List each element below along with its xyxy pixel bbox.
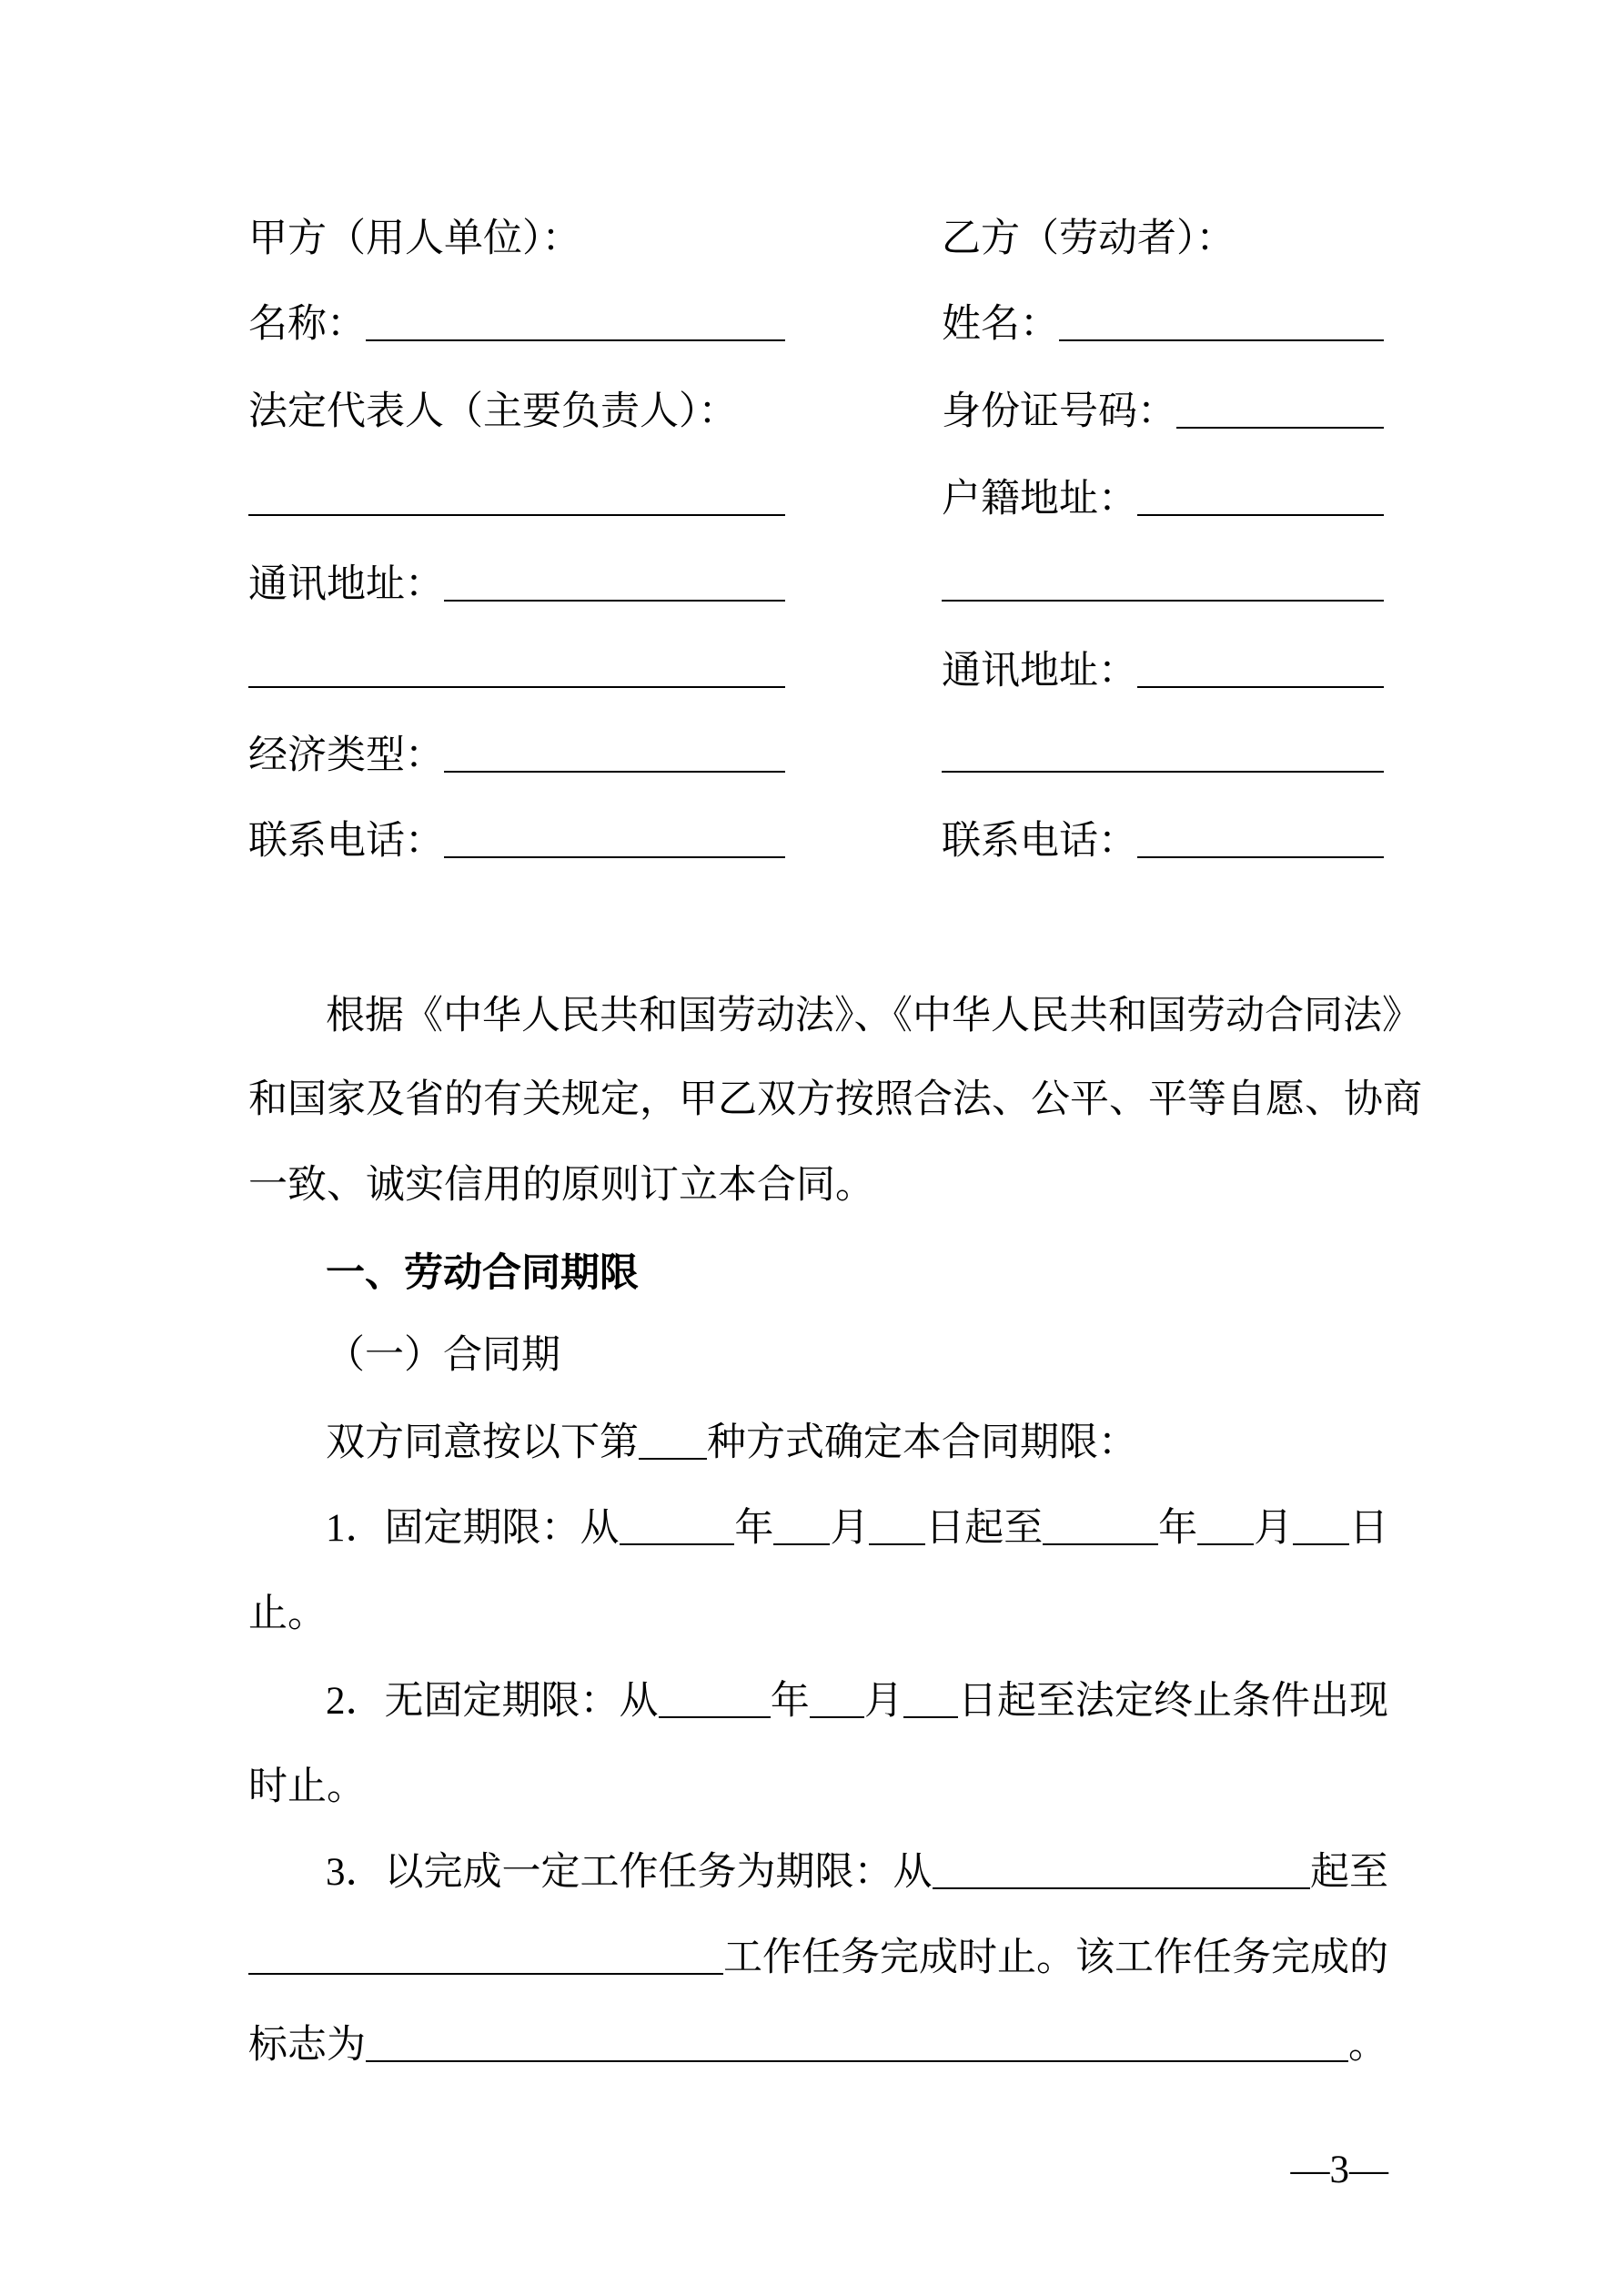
start-year-field[interactable] bbox=[659, 1676, 771, 1718]
party-b-title: 乙方（劳动者）： bbox=[942, 217, 1236, 260]
party-b-address-row bbox=[942, 644, 1384, 699]
party-b-household-row-2 bbox=[942, 558, 1384, 612]
text: 双方同意按以下第 bbox=[326, 1421, 639, 1464]
label: 身份证号码： bbox=[942, 390, 1176, 433]
option-3-line-3 bbox=[248, 2018, 1388, 2073]
subsection-heading bbox=[326, 1329, 1388, 1383]
text: 工作任务完成时止。该工作任务完成的 bbox=[723, 1937, 1388, 1979]
party-a-address-field[interactable] bbox=[444, 560, 785, 602]
party-a-rep-field-row bbox=[248, 472, 785, 527]
party-a-address-row bbox=[248, 558, 785, 612]
section-heading bbox=[326, 1246, 1388, 1300]
option-2-line-2 bbox=[248, 1760, 1388, 1815]
party-b-household-field-2[interactable] bbox=[942, 560, 1384, 602]
text: 止。 bbox=[248, 1593, 327, 1635]
party-b-name-field[interactable] bbox=[1059, 299, 1384, 341]
option-1-line-2 bbox=[248, 1587, 1388, 1642]
option-3-line-2 bbox=[248, 1931, 1388, 1986]
end-year-field[interactable] bbox=[1043, 1503, 1158, 1545]
party-a-econ-row bbox=[248, 729, 785, 784]
party-b-household-row bbox=[942, 472, 1384, 527]
party-a-rep-row bbox=[248, 385, 785, 440]
label: 通讯地址： bbox=[942, 650, 1137, 693]
preamble-line bbox=[248, 1158, 1388, 1213]
text: 标志为 bbox=[248, 2024, 366, 2067]
page-number: —3— bbox=[1290, 2149, 1388, 2191]
task-end-field[interactable] bbox=[248, 1933, 723, 1975]
text: 1．固定期限：从 bbox=[326, 1507, 620, 1550]
party-b-address-field[interactable] bbox=[1137, 646, 1384, 688]
text: 。 bbox=[1348, 2024, 1387, 2067]
text: 月 bbox=[1254, 1507, 1294, 1550]
label: 经济类型： bbox=[248, 734, 444, 777]
task-start-field[interactable] bbox=[933, 1847, 1311, 1889]
party-a-address-row-2 bbox=[248, 644, 785, 699]
party-b-phone-row bbox=[942, 814, 1384, 869]
preamble-line bbox=[248, 1073, 1422, 1128]
label: 名称： bbox=[248, 303, 366, 346]
label: 姓名： bbox=[942, 303, 1059, 346]
label: 联系电话： bbox=[942, 820, 1137, 863]
party-b-title-row bbox=[942, 212, 1384, 267]
text: 年 bbox=[770, 1680, 810, 1723]
party-a-title: 甲方（用人单位）： bbox=[248, 217, 581, 260]
option-number-field[interactable] bbox=[639, 1418, 707, 1460]
choose-line bbox=[326, 1416, 1388, 1471]
party-a-name-field[interactable] bbox=[366, 299, 785, 341]
party-b-address-row-2 bbox=[942, 729, 1384, 784]
start-day-field[interactable] bbox=[903, 1676, 958, 1718]
end-month-field[interactable] bbox=[1197, 1503, 1254, 1545]
text: 3．以完成一定工作任务为期限：从 bbox=[326, 1851, 933, 1894]
text: 日起至法定终止条件出现 bbox=[957, 1680, 1388, 1723]
option-2-line bbox=[326, 1674, 1388, 1729]
end-day-field[interactable] bbox=[1293, 1503, 1349, 1545]
label: 户籍地址： bbox=[942, 478, 1137, 521]
text: 年 bbox=[1158, 1507, 1198, 1550]
party-b-id-row bbox=[942, 385, 1384, 440]
option-3-line bbox=[326, 1846, 1388, 1900]
subsection-heading-text: （一）合同期 bbox=[326, 1334, 560, 1377]
text: 年 bbox=[734, 1507, 774, 1550]
party-b-address-field-2[interactable] bbox=[942, 731, 1384, 773]
preamble-line bbox=[326, 989, 1421, 1044]
text: 种方式确定本合同期限： bbox=[707, 1421, 1137, 1464]
text: 起至 bbox=[1310, 1851, 1388, 1894]
start-year-field[interactable] bbox=[620, 1503, 735, 1545]
label: 法定代表人（主要负责人）： bbox=[248, 390, 738, 433]
party-a-rep-field[interactable] bbox=[248, 474, 785, 516]
text: 日 bbox=[1349, 1507, 1388, 1550]
party-b-id-field[interactable] bbox=[1176, 387, 1384, 429]
preamble-text: 一致、诚实信用的原则订立本合同。 bbox=[248, 1164, 874, 1207]
option-1-line bbox=[326, 1502, 1388, 1556]
party-a-address-field-2[interactable] bbox=[248, 646, 785, 688]
label: 通讯地址： bbox=[248, 563, 444, 606]
party-a-name-row bbox=[248, 298, 785, 352]
text: 月 bbox=[830, 1507, 870, 1550]
party-a-econ-type-field[interactable] bbox=[444, 731, 785, 773]
text: 日起至 bbox=[925, 1507, 1044, 1550]
party-b-name-row bbox=[942, 298, 1384, 352]
party-a-title-row bbox=[248, 212, 785, 267]
preamble-text: 和国家及省的有关规定，甲乙双方按照合法、公平、平等自愿、协商 bbox=[248, 1078, 1422, 1121]
section-heading-text: 一、劳动合同期限 bbox=[326, 1250, 639, 1296]
text: 2．无固定期限：从 bbox=[326, 1680, 659, 1723]
text: 月 bbox=[863, 1680, 903, 1723]
party-b-phone-field[interactable] bbox=[1137, 816, 1384, 858]
start-month-field[interactable] bbox=[773, 1503, 830, 1545]
party-a-phone-row bbox=[248, 814, 785, 869]
party-a-phone-field[interactable] bbox=[444, 816, 785, 858]
party-b-household-field[interactable] bbox=[1137, 474, 1384, 516]
start-month-field[interactable] bbox=[810, 1676, 864, 1718]
preamble-text: 根据《中华人民共和国劳动法》、《中华人民共和国劳动合同法》 bbox=[326, 995, 1421, 1037]
text: 时止。 bbox=[248, 1765, 366, 1808]
task-completion-mark-field[interactable] bbox=[366, 2020, 1348, 2062]
start-day-field[interactable] bbox=[869, 1503, 925, 1545]
label: 联系电话： bbox=[248, 820, 444, 863]
